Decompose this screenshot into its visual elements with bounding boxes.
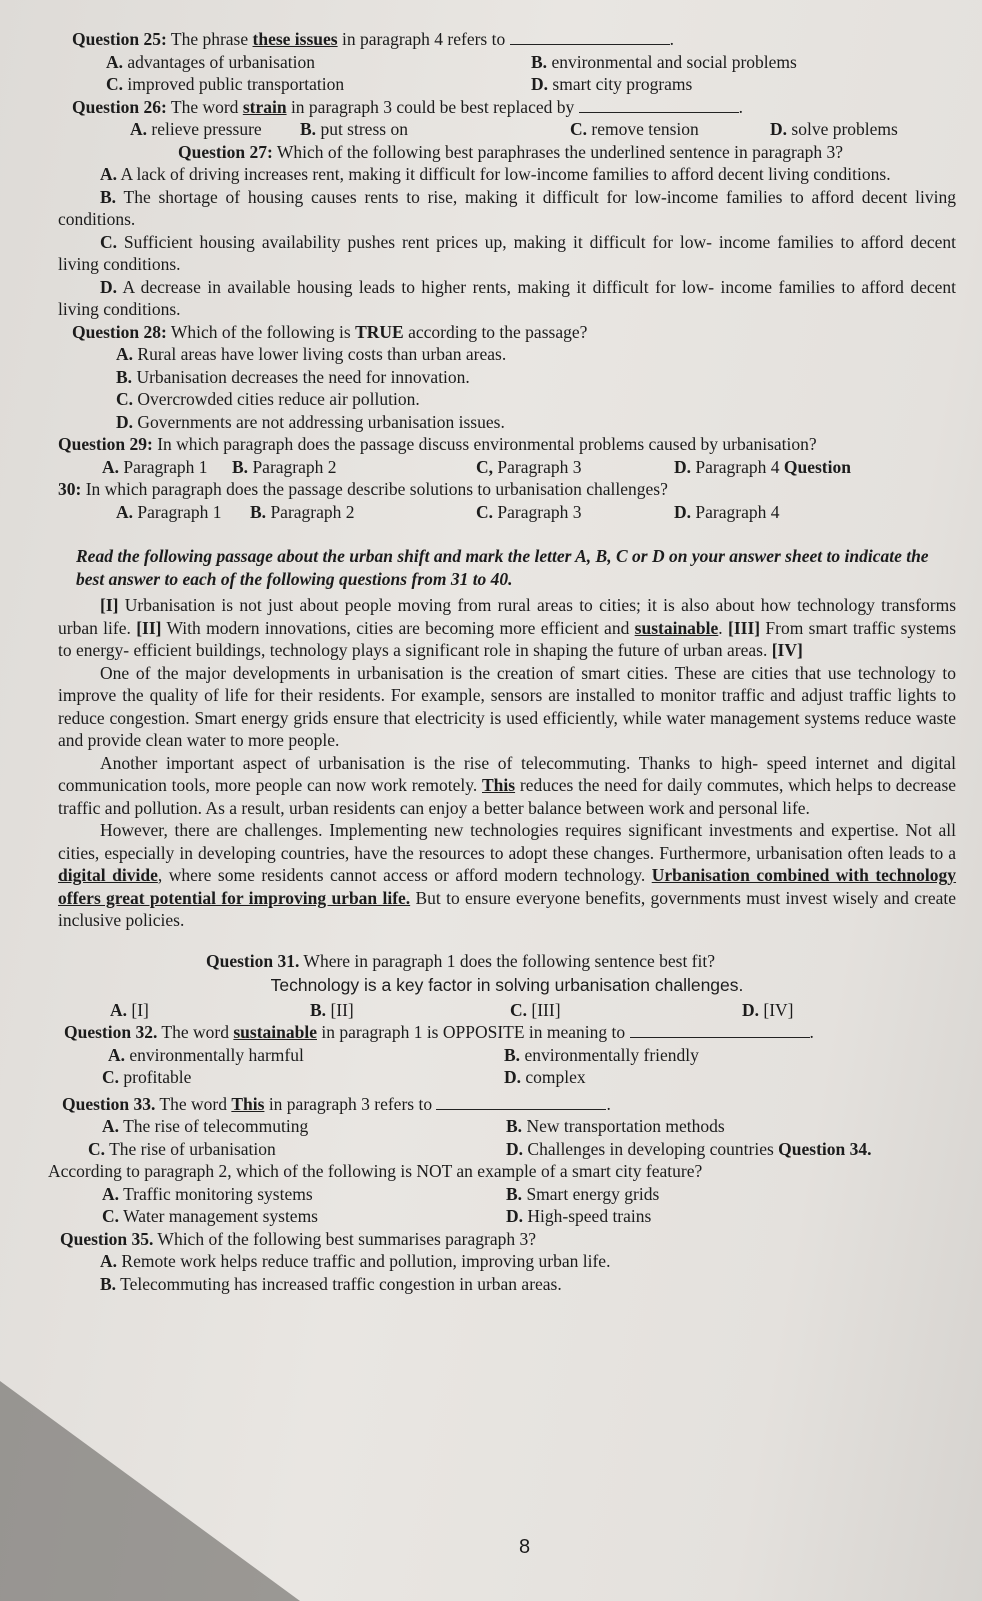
passage (58, 594, 956, 932)
option: Water management systems (123, 1206, 318, 1226)
option: Challenges in developing countries (527, 1138, 774, 1159)
option: [III] (531, 999, 561, 1020)
option: Overcrowded cities reduce air pollution. (137, 389, 420, 409)
option: The rise of urbanisation (109, 1138, 276, 1159)
option: profitable (123, 1067, 192, 1087)
question-33: Question 33. The word This in paragraph 3 refers to . (62, 1093, 611, 1114)
question-35: Question 35. Which of the following best summarises paragraph 3? (60, 1228, 536, 1249)
options-35: A. Remote work helps reduce traffic and pollution, improving urban life. B. Telecommuting has increased traffic congestion in urban areas. (100, 1251, 611, 1294)
option: smart city programs (552, 74, 693, 94)
option: Paragraph 1 (137, 501, 222, 522)
option: advantages of urbanisation (127, 51, 315, 72)
answer-blank (510, 44, 670, 45)
option: Paragraph 4 (695, 501, 780, 522)
option: improved public transportation (127, 74, 345, 94)
option: Rural areas have lower living costs than urban areas. (137, 344, 507, 364)
option: The shortage of housing causes rents to rise, making it difficult for low-income families to afford decent living conditions. (58, 186, 956, 229)
option: Telecommuting has increased traffic congestion in urban areas. (120, 1273, 562, 1294)
option: Paragraph 2 (252, 456, 337, 477)
corner-shadow (0, 1381, 300, 1601)
option: The rise of telecommuting (123, 1116, 309, 1136)
underlined-sentence: Urbanisation combined with technology offers great potential for improving urban life. (58, 865, 957, 908)
option: Traffic monitoring systems (123, 1183, 313, 1204)
option: Paragraph 3 (497, 456, 582, 477)
options-25: A. advantages of urbanisation B. environmental and social problems (106, 51, 797, 72)
option: Paragraph 4 (695, 456, 780, 477)
option: Sufficient housing availability pushes rent prices up, making it difficult for low- income families to afford decent living conditions. (58, 231, 957, 274)
options-26: A. relieve pressure B. put stress on C. remove tension D. solve problems (130, 119, 898, 139)
option: Paragraph 1 (123, 456, 208, 477)
option: High-speed trains (527, 1206, 652, 1226)
answer-blank (436, 1109, 606, 1110)
option: put stress on (320, 119, 408, 139)
options-31: A. [I] B. [II] C. [III] D. [IV] (110, 999, 794, 1020)
insert-sentence: Technology is a key factor in solving urbanisation challenges. (270, 975, 744, 995)
options-33: A. The rise of telecommuting B. New transportation methods (102, 1116, 725, 1136)
options-32: A. environmentally harmful B. environmentally friendly (108, 1044, 699, 1065)
options-30: A. Paragraph 1 B. Paragraph 2 C. Paragraph 3 D. Paragraph 4 (116, 501, 780, 522)
option: relieve pressure (151, 119, 262, 139)
passage-instruction: Read the following passage about the urban shift and mark the letter A, B, C or D on your answer sheet to indicate the best answer to each of the following questions from 31 to 40. (76, 546, 929, 589)
question-29: Question 29: In which paragraph does the passage discuss environmental problems caused by urbanisation? (58, 434, 817, 454)
paragraph-2: One of the major developments in urbanisation is the creation of smart cities. These are cities that use technology to improve the quality of life for their residents. For example, sensors are installed to monitor traffic and adjust traffic lights to reduce congestion. Smart energy grids ensure that electricity is used efficiently, while water management systems reduce waste and provide clean water to more people. (58, 662, 956, 750)
option: [II] (330, 999, 354, 1020)
key-phrase: strain (242, 96, 287, 117)
option: Governments are not addressing urbanisation issues. (137, 411, 505, 432)
answer-blank (630, 1037, 810, 1038)
paragraph-1: [I] Urbanisation is not just about people moving from rural areas to cities; it is also about how technology transforms urban life. [II] With modern innovations, cities are becoming more efficient and sustainable. [III] From smart traffic systems to energy- efficient buildings, technology plays a significant role in shaping the future of urban areas. [IV] (58, 595, 957, 660)
option: environmental and social problems (551, 51, 797, 72)
paragraph-3: Another important aspect of urbanisation is the rise of telecommuting. Thanks to high- speed internet and digital communication tools, more people can now work remotely. This reduces the need for daily commutes, which helps to decrease traffic and pollution. As a result, urban residents can enjoy a better balance between work and personal life. (58, 752, 957, 818)
option: Paragraph 2 (270, 501, 355, 522)
question-26: Question 26: The word strain in paragraph 3 could be best replaced by . (72, 96, 743, 117)
option: remove tension (591, 119, 699, 139)
option: Urbanisation decreases the need for innovation. (136, 366, 470, 387)
option: Remote work helps reduce traffic and pollution, improving urban life. (121, 1251, 611, 1271)
question-32: Question 32. The word sustainable in paragraph 1 is OPPOSITE in meaning to . (64, 1022, 814, 1042)
question-25: Question 25: The phrase these issues in paragraph 4 refers to . (72, 29, 674, 49)
key-phrase: sustainable (233, 1022, 317, 1042)
option: complex (525, 1067, 586, 1087)
question-27: Question 27: Which of the following best paraphrases the underlined sentence in paragraph 3? (178, 141, 843, 162)
option: Paragraph 3 (497, 501, 582, 522)
page-content: Question 25: The phrase these issues in paragraph 4 refers to . A. advantages of urbanisation B. environmental and social problems C. improved public transportation D. smart city programs Question 26: The word strain in paragraph 3 could be best replaced by . A. relieve pressure B. put stress on C. remove tension D. solve problems Question 27: Which of the following best paraphrases the underlined sentence in paragraph 3? A. A lack of driving increases rent, making it difficult for low-income families to afford decent living conditions. B. The shortage of housing causes rents to rise, making it difficult for low-income families to afford decent living conditions. C. Sufficient housing availability pushes rent prices up, making it difficult for low- income families to afford decent living conditions. D. A decrease in available housing leads to higher rents, making it difficult for low- income families to afford decent living conditions. Question 28: Which of the following is TRUE according to the passage? A. Rural areas have lower living costs than urban areas. B. Urbanisation decreases the need for innovation. C. Overcrowded cities reduce air pollution. D. Governments are not addressing urbanisation issues. Question 29: In which paragraph does the passage discuss environmental problems caused by urbanisation? A. Paragraph 1 B. Paragraph 2 C, Paragraph 3 D. Paragraph 4 Question 30: In which paragraph does the passage describe solutions to urbanisation challenges? A. Paragraph 1 B. Paragraph 2 C. Paragraph 3 D. Paragraph 4 Read the following passage about the urban shift and mark the letter A, B, C or D on your answer sheet to indicate the best answer to each of the following questions from 31 to 40. [I] Urbanisation is not just about people moving from rural areas to cities; it is also about how technology transforms urban life. [II] With modern innovations, cities are becoming more efficient and sustainable. [III] From smart traffic systems to energy- efficient buildings, technology plays a significant role in shaping the future of urban areas. [IV] One of the major developments in urbanisation is the creation of smart cities. These are cities that use technology to improve the quality of life for their residents. For example, sensors are installed to monitor traffic and adjust traffic lights to reduce congestion. Smart energy grids ensure that electricity is used efficiently, while water management systems reduce waste and provide clean water to more people. Another important aspect of urbanisation is the rise of telecommuting. Thanks to high- speed internet and digital communication tools, more people can now work remotely. This reduces the need for daily commutes, which helps to decrease traffic and pollution. As a result, urban residents can enjoy a better balance between work and personal life. However, there are challenges. Implementing new technologies requires significant investments and expertise. Not all cities, especially in developing countries, have the resources to adopt these changes. Furthermore, urbanisation often leads to a digital divide, where some residents cannot access or afford modern technology. Urbanisation combined with technology offers great potential for improving urban life. But to ensure everyone benefits, governments must invest wisely and create inclusive policies. Question 31. Where in paragraph 1 does the following sentence best fit? Technology is a key factor in solving urbanisation challenges. A. [I] B. [II] C. [III] D. [IV] Question 32. The word sustainable in paragraph 1 is OPPOSITE in meaning to . A. environmentally harmful B. environmentally friendly C. profitable D. complex Question 33. The word This in paragraph 3 refers to . A. The rise of telecommuting B. New transportation methods C. The rise of urbanisation D. Challenges in developing countries Question 34. According to paragraph 2, which of the following is NOT an example of a smart city feature? A. Traffic monitoring systems B. Smart energy grids C. Water management systems D. High-speed trains Question 35. Which of the following best summarises paragraph 3? A. Remote work helps reduce traffic and pollution, improving urban life. B. Telecommuting has increased traffic congestion in urban areas. (48, 29, 957, 1294)
question-31: Question 31. Where in paragraph 1 does the following sentence best fit? (206, 950, 716, 971)
key-phrase: This (231, 1093, 265, 1114)
option: [I] (131, 999, 149, 1020)
options-28: A. Rural areas have lower living costs than urban areas. B. Urbanisation decreases the need for innovation. C. Overcrowded cities reduce air pollution. D. Governments are not addressing urbanisation issues. (116, 344, 507, 432)
option: environmentally harmful (129, 1044, 304, 1065)
answer-blank (579, 112, 739, 113)
option: solve problems (791, 119, 898, 139)
key-phrase: these issues (252, 29, 338, 49)
options-29: A. Paragraph 1 B. Paragraph 2 C, Paragraph 3 D. Paragraph 4 Question (102, 456, 851, 477)
question-34: According to paragraph 2, which of the following is NOT an example of a smart city feature? (48, 1161, 703, 1181)
paragraph-4: However, there are challenges. Implementing new technologies requires significant investments and expertise. Not all cities, especially in developing countries, have the resources to adopt these changes. Furthermore, urbanisation often leads to a digital divide, where some residents cannot access or afford modern technology. Urbanisation combined with technology offers great potential for improving urban life. But to ensure everyone benefits, governments must invest wisely and create inclusive policies. (58, 820, 957, 930)
options-34: A. Traffic monitoring systems B. Smart energy grids (102, 1183, 660, 1204)
option: [IV] (763, 999, 794, 1020)
question-28: Question 28: Which of the following is TRUE according to the passage? (72, 321, 588, 342)
option: A lack of driving increases rent, making it difficult for low-income families to afford decent living conditions. (120, 164, 891, 184)
option: Smart energy grids (526, 1183, 660, 1204)
page-number: 8 (519, 1536, 531, 1558)
option: environmentally friendly (524, 1044, 699, 1065)
option: A decrease in available housing leads to higher rents, making it difficult for low- income families to afford decent living conditions. (58, 276, 956, 319)
question-30: 30: In which paragraph does the passage describe solutions to urbanisation challenges? (58, 479, 668, 499)
option: New transportation methods (526, 1116, 725, 1136)
